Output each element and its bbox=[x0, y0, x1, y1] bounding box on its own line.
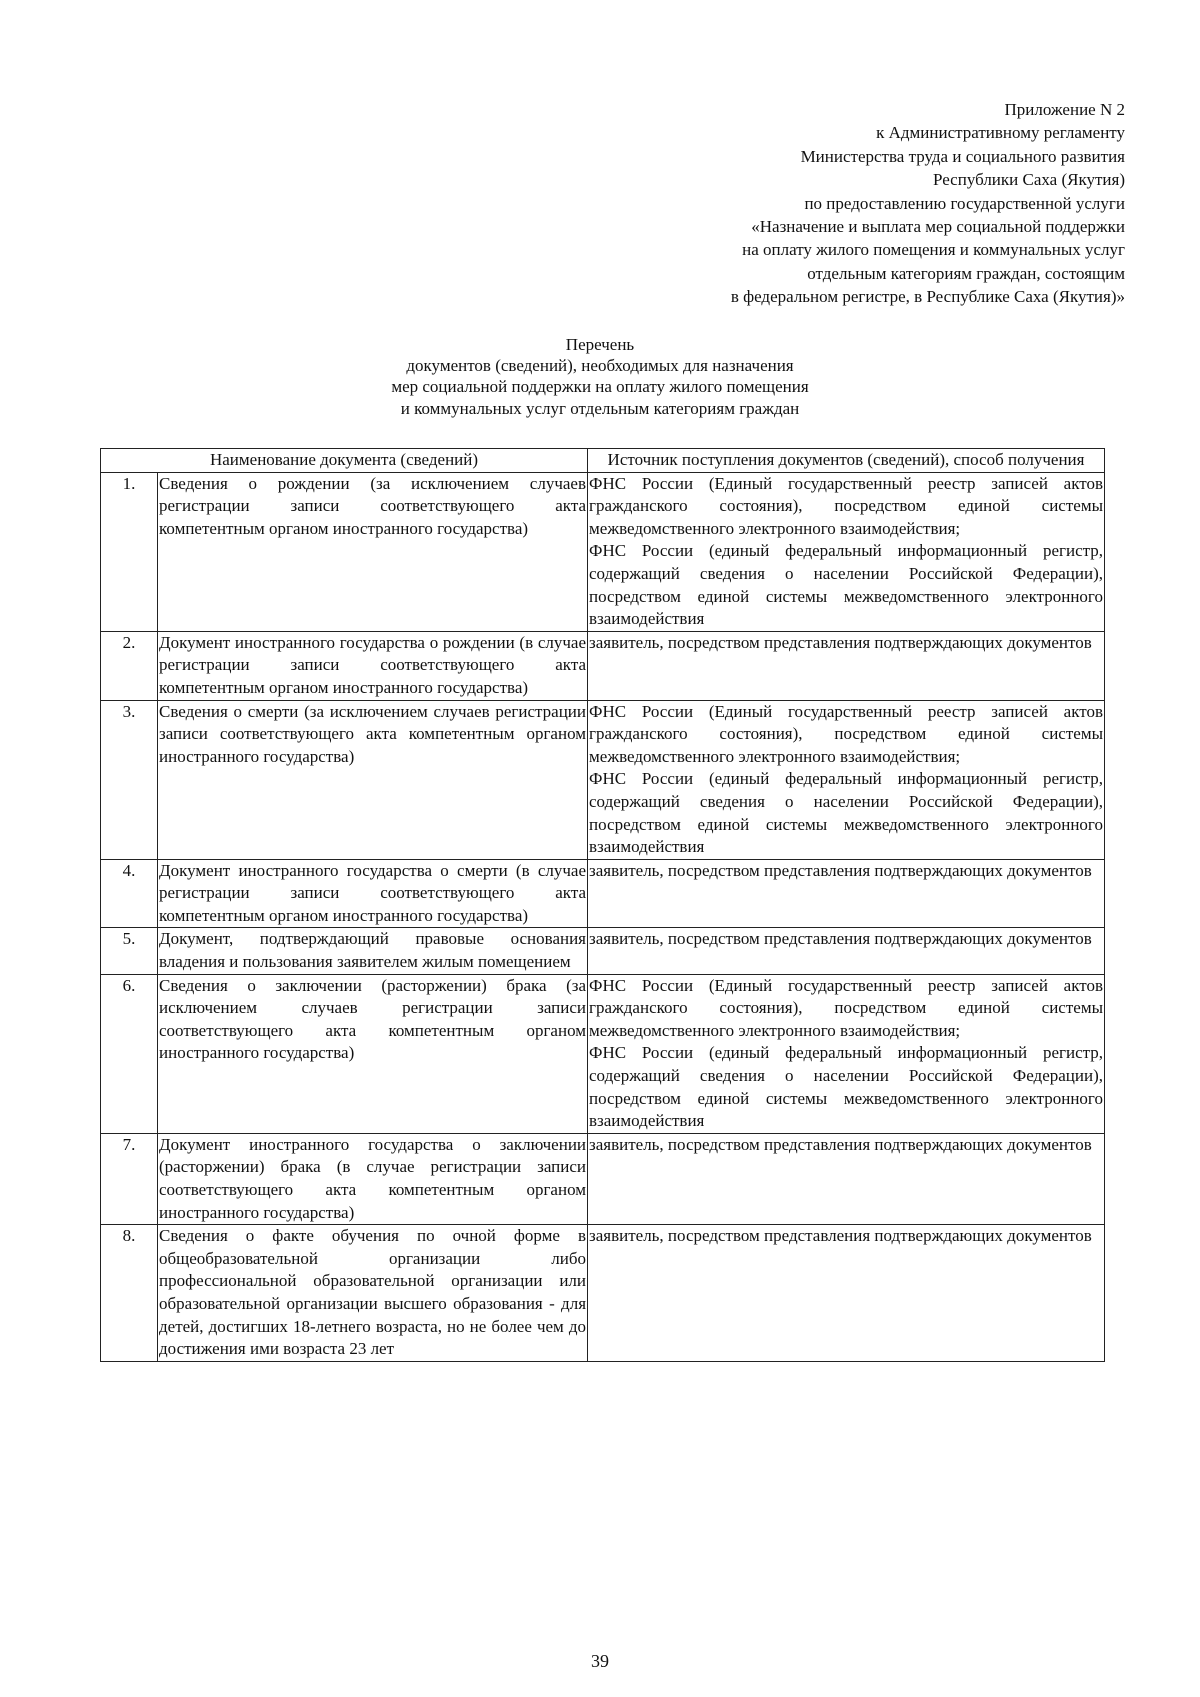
row-document-name: Документ, подтверждающий правовые основания владения и пользования заявителем жилым помещением bbox=[158, 928, 588, 974]
row-number: 4. bbox=[101, 859, 158, 928]
source-paragraph: ФНС России (Единый государственный реестр записей актов гражданского состояния), посредством единой системы межведомственного электронного взаимодействия; bbox=[589, 473, 1103, 538]
appendix-header bbox=[485, 98, 1125, 309]
source-paragraph: заявитель, посредством представления подтверждающих документов bbox=[589, 860, 1092, 880]
table-row bbox=[101, 472, 1105, 631]
row-source bbox=[588, 631, 1105, 700]
row-number: 2. bbox=[101, 631, 158, 700]
source-paragraph: ФНС России (Единый государственный реестр записей актов гражданского состояния), посредством единой системы межведомственного электронного взаимодействия; bbox=[589, 701, 1103, 766]
document-title bbox=[100, 334, 1100, 419]
header-name: Наименование документа (сведений) bbox=[101, 449, 588, 473]
row-document-name: Сведения о заключении (расторжении) брака (за исключением случаев регистрации записи соответствующего акта компетентным органом иностранного государства) bbox=[158, 974, 588, 1133]
appendix-line: Республики Саха (Якутия) bbox=[932, 170, 1125, 190]
source-paragraph: заявитель, посредством представления подтверждающих документов bbox=[589, 929, 1092, 949]
title-line: и коммунальных услуг отдельным категориям граждан bbox=[400, 398, 800, 418]
row-number: 3. bbox=[101, 700, 158, 859]
table-row bbox=[101, 631, 1105, 700]
appendix-line: в федеральном регистре, в Республике Саха (Якутия)» bbox=[730, 287, 1125, 307]
row-source bbox=[588, 928, 1105, 974]
table-row bbox=[101, 859, 1105, 928]
table-row bbox=[101, 928, 1105, 974]
table-row bbox=[101, 1133, 1105, 1224]
appendix-line: по предоставлению государственной услуги bbox=[804, 193, 1125, 213]
source-paragraph: ФНС России (Единый государственный реестр записей актов гражданского состояния), посредством единой системы межведомственного электронного взаимодействия; bbox=[589, 975, 1103, 1040]
title-line: мер социальной поддержки на оплату жилого помещения bbox=[391, 377, 809, 397]
appendix-line: на оплату жилого помещения и коммунальных услуг bbox=[742, 240, 1125, 260]
row-source bbox=[588, 859, 1105, 928]
source-paragraph: заявитель, посредством представления подтверждающих документов bbox=[589, 632, 1092, 652]
table-header-row bbox=[101, 449, 1105, 473]
title-line: Перечень bbox=[565, 335, 635, 354]
appendix-line: «Назначение и выплата мер социальной поддержки bbox=[751, 217, 1125, 237]
source-paragraph: ФНС России (единый федеральный информационный регистр, содержащий сведения о населении Российской Федерации), посредством единой системы межведомственного электронного взаимодействия bbox=[589, 541, 1103, 629]
title-line: документов (сведений), необходимых для назначения bbox=[406, 356, 794, 376]
source-paragraph: ФНС России (единый федеральный информационный регистр, содержащий сведения о населении Российской Федерации), посредством единой системы межведомственного электронного взаимодействия bbox=[589, 769, 1103, 857]
row-number: 1. bbox=[101, 472, 158, 631]
row-number: 5. bbox=[101, 928, 158, 974]
table-row bbox=[101, 700, 1105, 859]
row-document-name: Сведения о рождении (за исключением случаев регистрации записи соответствующего акта компетентным органом иностранного государства) bbox=[158, 472, 588, 631]
row-source bbox=[588, 1133, 1105, 1224]
row-source bbox=[588, 974, 1105, 1133]
row-document-name: Сведения о факте обучения по очной форме в общеобразовательной организации либо профессиональной образовательной организации или образовательной организации высшего образования - для детей, достигших 18-летнего возраста, но не более чем до достижения ими возраста 23 лет bbox=[158, 1225, 588, 1362]
source-paragraph: ФНС России (единый федеральный информационный регистр, содержащий сведения о населении Российской Федерации), посредством единой системы межведомственного электронного взаимодействия bbox=[589, 1043, 1103, 1131]
row-source bbox=[588, 472, 1105, 631]
appendix-line: отдельным категориям граждан, состоящим bbox=[807, 263, 1125, 283]
source-paragraph: заявитель, посредством представления подтверждающих документов bbox=[589, 1134, 1092, 1154]
table-row bbox=[101, 1225, 1105, 1362]
appendix-line: к Административному регламенту bbox=[876, 123, 1125, 143]
table-row bbox=[101, 974, 1105, 1133]
row-source bbox=[588, 1225, 1105, 1362]
row-source bbox=[588, 700, 1105, 859]
appendix-line: Министерства труда и социального развития bbox=[800, 146, 1125, 166]
documents-table bbox=[100, 448, 1105, 1362]
appendix-line: Приложение N 2 bbox=[1004, 100, 1125, 119]
row-number: 8. bbox=[101, 1225, 158, 1362]
header-source: Источник поступления документов (сведений), способ получения bbox=[588, 449, 1105, 473]
row-number: 6. bbox=[101, 974, 158, 1133]
row-document-name: Документ иностранного государства о рождении (в случае регистрации записи соответствующего акта компетентным органом иностранного государства) bbox=[158, 631, 588, 700]
row-document-name: Документ иностранного государства о заключении (расторжении) брака (в случае регистрации записи соответствующего акта компетентным органом иностранного государства) bbox=[158, 1133, 588, 1224]
row-document-name: Документ иностранного государства о смерти (в случае регистрации записи соответствующего акта компетентным органом иностранного государства) bbox=[158, 859, 588, 928]
source-paragraph: заявитель, посредством представления подтверждающих документов bbox=[589, 1226, 1092, 1246]
row-number: 7. bbox=[101, 1133, 158, 1224]
row-document-name: Сведения о смерти (за исключением случаев регистрации записи соответствующего акта компетентным органом иностранного государства) bbox=[158, 700, 588, 859]
page-number: 39 bbox=[591, 1651, 609, 1671]
